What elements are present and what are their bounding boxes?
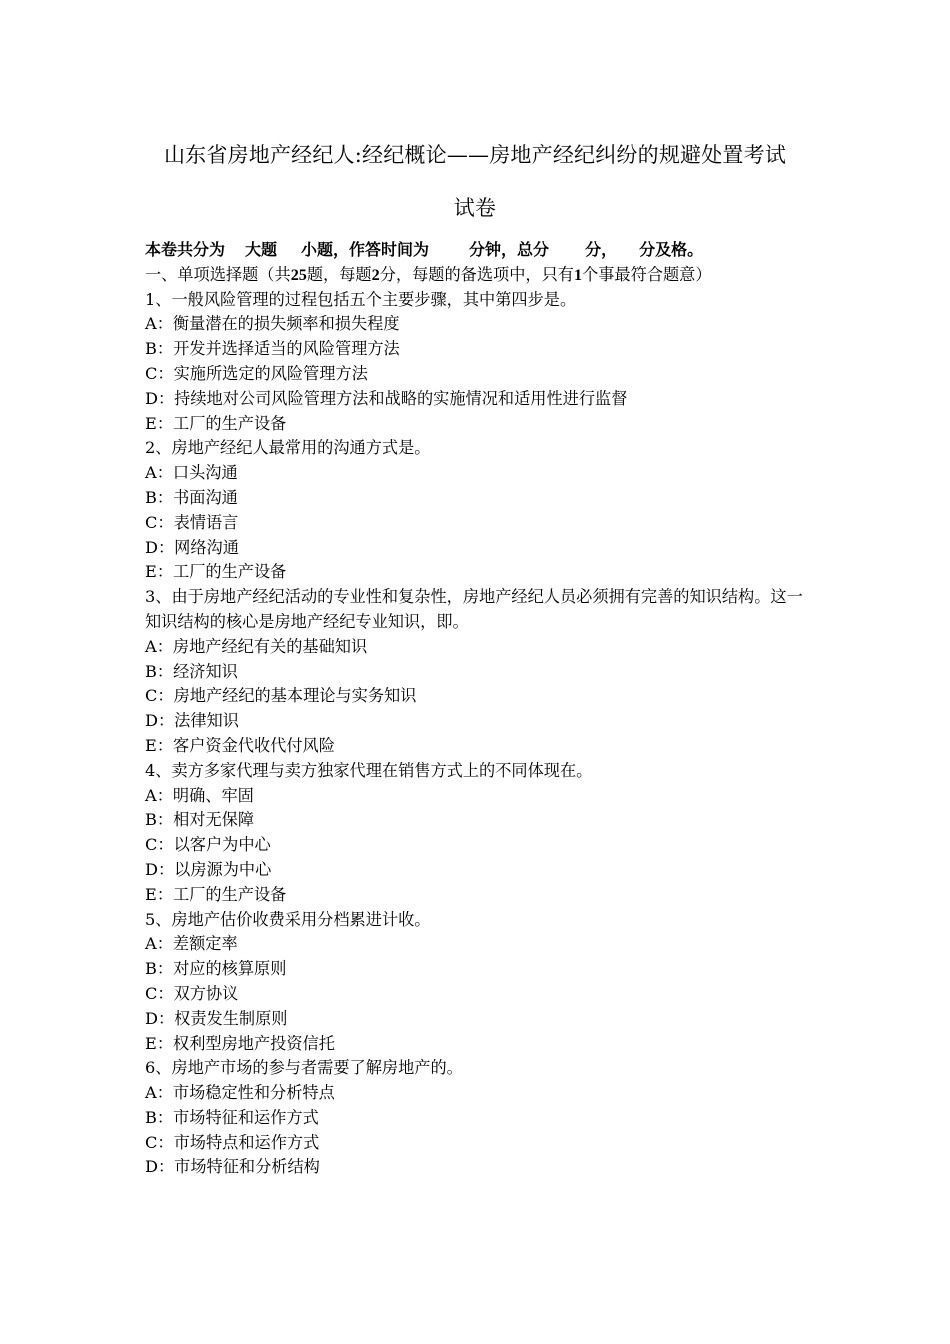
- answer-option: A：口头沟通: [145, 463, 238, 483]
- answer-option: B：开发并选择适当的风险管理方法: [145, 339, 400, 359]
- question-stem: 3、由于房地产经纪活动的专业性和复杂性，房地产经纪人员必须拥有完善的知识结构。这一知识结构的核心是房地产经纪专业知识，即。: [145, 587, 803, 631]
- answer-option: A：差额定率: [145, 934, 238, 954]
- instructions-part-2: 大题: [245, 240, 278, 259]
- section-heading: 一、单项选择题（共25题，每题2分，每题的备选项中，只有1个事最符合题意）: [145, 264, 712, 284]
- answer-option: C：双方协议: [145, 983, 239, 1003]
- instructions-part-5: 分，: [585, 240, 618, 259]
- answer-option: E：工厂的生产设备: [145, 884, 287, 904]
- answer-option: C：表情语言: [145, 512, 239, 532]
- answer-option: A：明确、牢固: [145, 785, 254, 805]
- instructions-part-4: 分钟，总分: [469, 240, 550, 259]
- instructions-part-1: 本卷共分为: [145, 240, 226, 259]
- answer-option: C：以客户为中心: [145, 835, 271, 855]
- answer-option: B：相对无保障: [145, 810, 255, 830]
- question-stem: 4、卖方多家代理与卖方独家代理在销售方式上的不同体现在。: [145, 760, 593, 780]
- answer-option: A：房地产经纪有关的基础知识: [145, 636, 368, 656]
- question-stem: 1、一般风险管理的过程包括五个主要步骤，其中第四步是。: [145, 289, 577, 309]
- document-title: [130, 140, 820, 223]
- question-stem: 2、房地产经纪人最常用的沟通方式是。: [145, 438, 431, 458]
- instructions-part-6: 分及格。: [639, 240, 704, 259]
- correct-count: 1: [573, 265, 583, 284]
- exam-instructions: [145, 238, 810, 263]
- answer-option: D：市场特征和分析结构: [145, 1157, 320, 1177]
- answer-option: B：经济知识: [145, 661, 238, 681]
- answer-option: D：权责发生制原则: [145, 1008, 288, 1028]
- answer-option: E：客户资金代收代付风险: [145, 735, 335, 755]
- answer-option: A：衡量潜在的损失频率和损失程度: [145, 314, 400, 334]
- answer-option: E：工厂的生产设备: [145, 562, 287, 582]
- title-line-1: 山东省房地产经纪人:经纪概论——房地产经纪纠纷的规避处置考试: [163, 143, 787, 167]
- answer-option: A：市场稳定性和分析特点: [145, 1083, 335, 1103]
- answer-option: E：工厂的生产设备: [145, 413, 287, 433]
- answer-option: B：市场特征和运作方式: [145, 1107, 319, 1127]
- answer-option: C：房地产经纪的基本理论与实务知识: [145, 686, 417, 706]
- answer-option: C：实施所选定的风险管理方法: [145, 363, 368, 383]
- question-stem: 6、房地产市场的参与者需要了解房地产的。: [145, 1058, 463, 1078]
- title-line-2: 试卷: [453, 196, 497, 220]
- answer-option: D：以房源为中心: [145, 859, 272, 879]
- question-stem: 5、房地产估价收费采用分档累进计收。: [145, 909, 431, 929]
- answer-option: E：权利型房地产投资信托: [145, 1033, 335, 1053]
- answer-option: D：网络沟通: [145, 537, 239, 557]
- answer-option: B：书面沟通: [145, 487, 238, 507]
- document-body: [145, 238, 810, 1180]
- points-per-question: 2: [371, 265, 380, 284]
- question-count: 25: [290, 265, 307, 284]
- answer-option: D：法律知识: [145, 711, 239, 731]
- answer-option: C：市场特点和运作方式: [145, 1132, 320, 1152]
- answer-option: B：对应的核算原则: [145, 959, 287, 979]
- instructions-part-3: 小题，作答时间为: [301, 240, 430, 259]
- answer-option: D：持续地对公司风险管理方法和战略的实施情况和适用性进行监督: [145, 388, 628, 408]
